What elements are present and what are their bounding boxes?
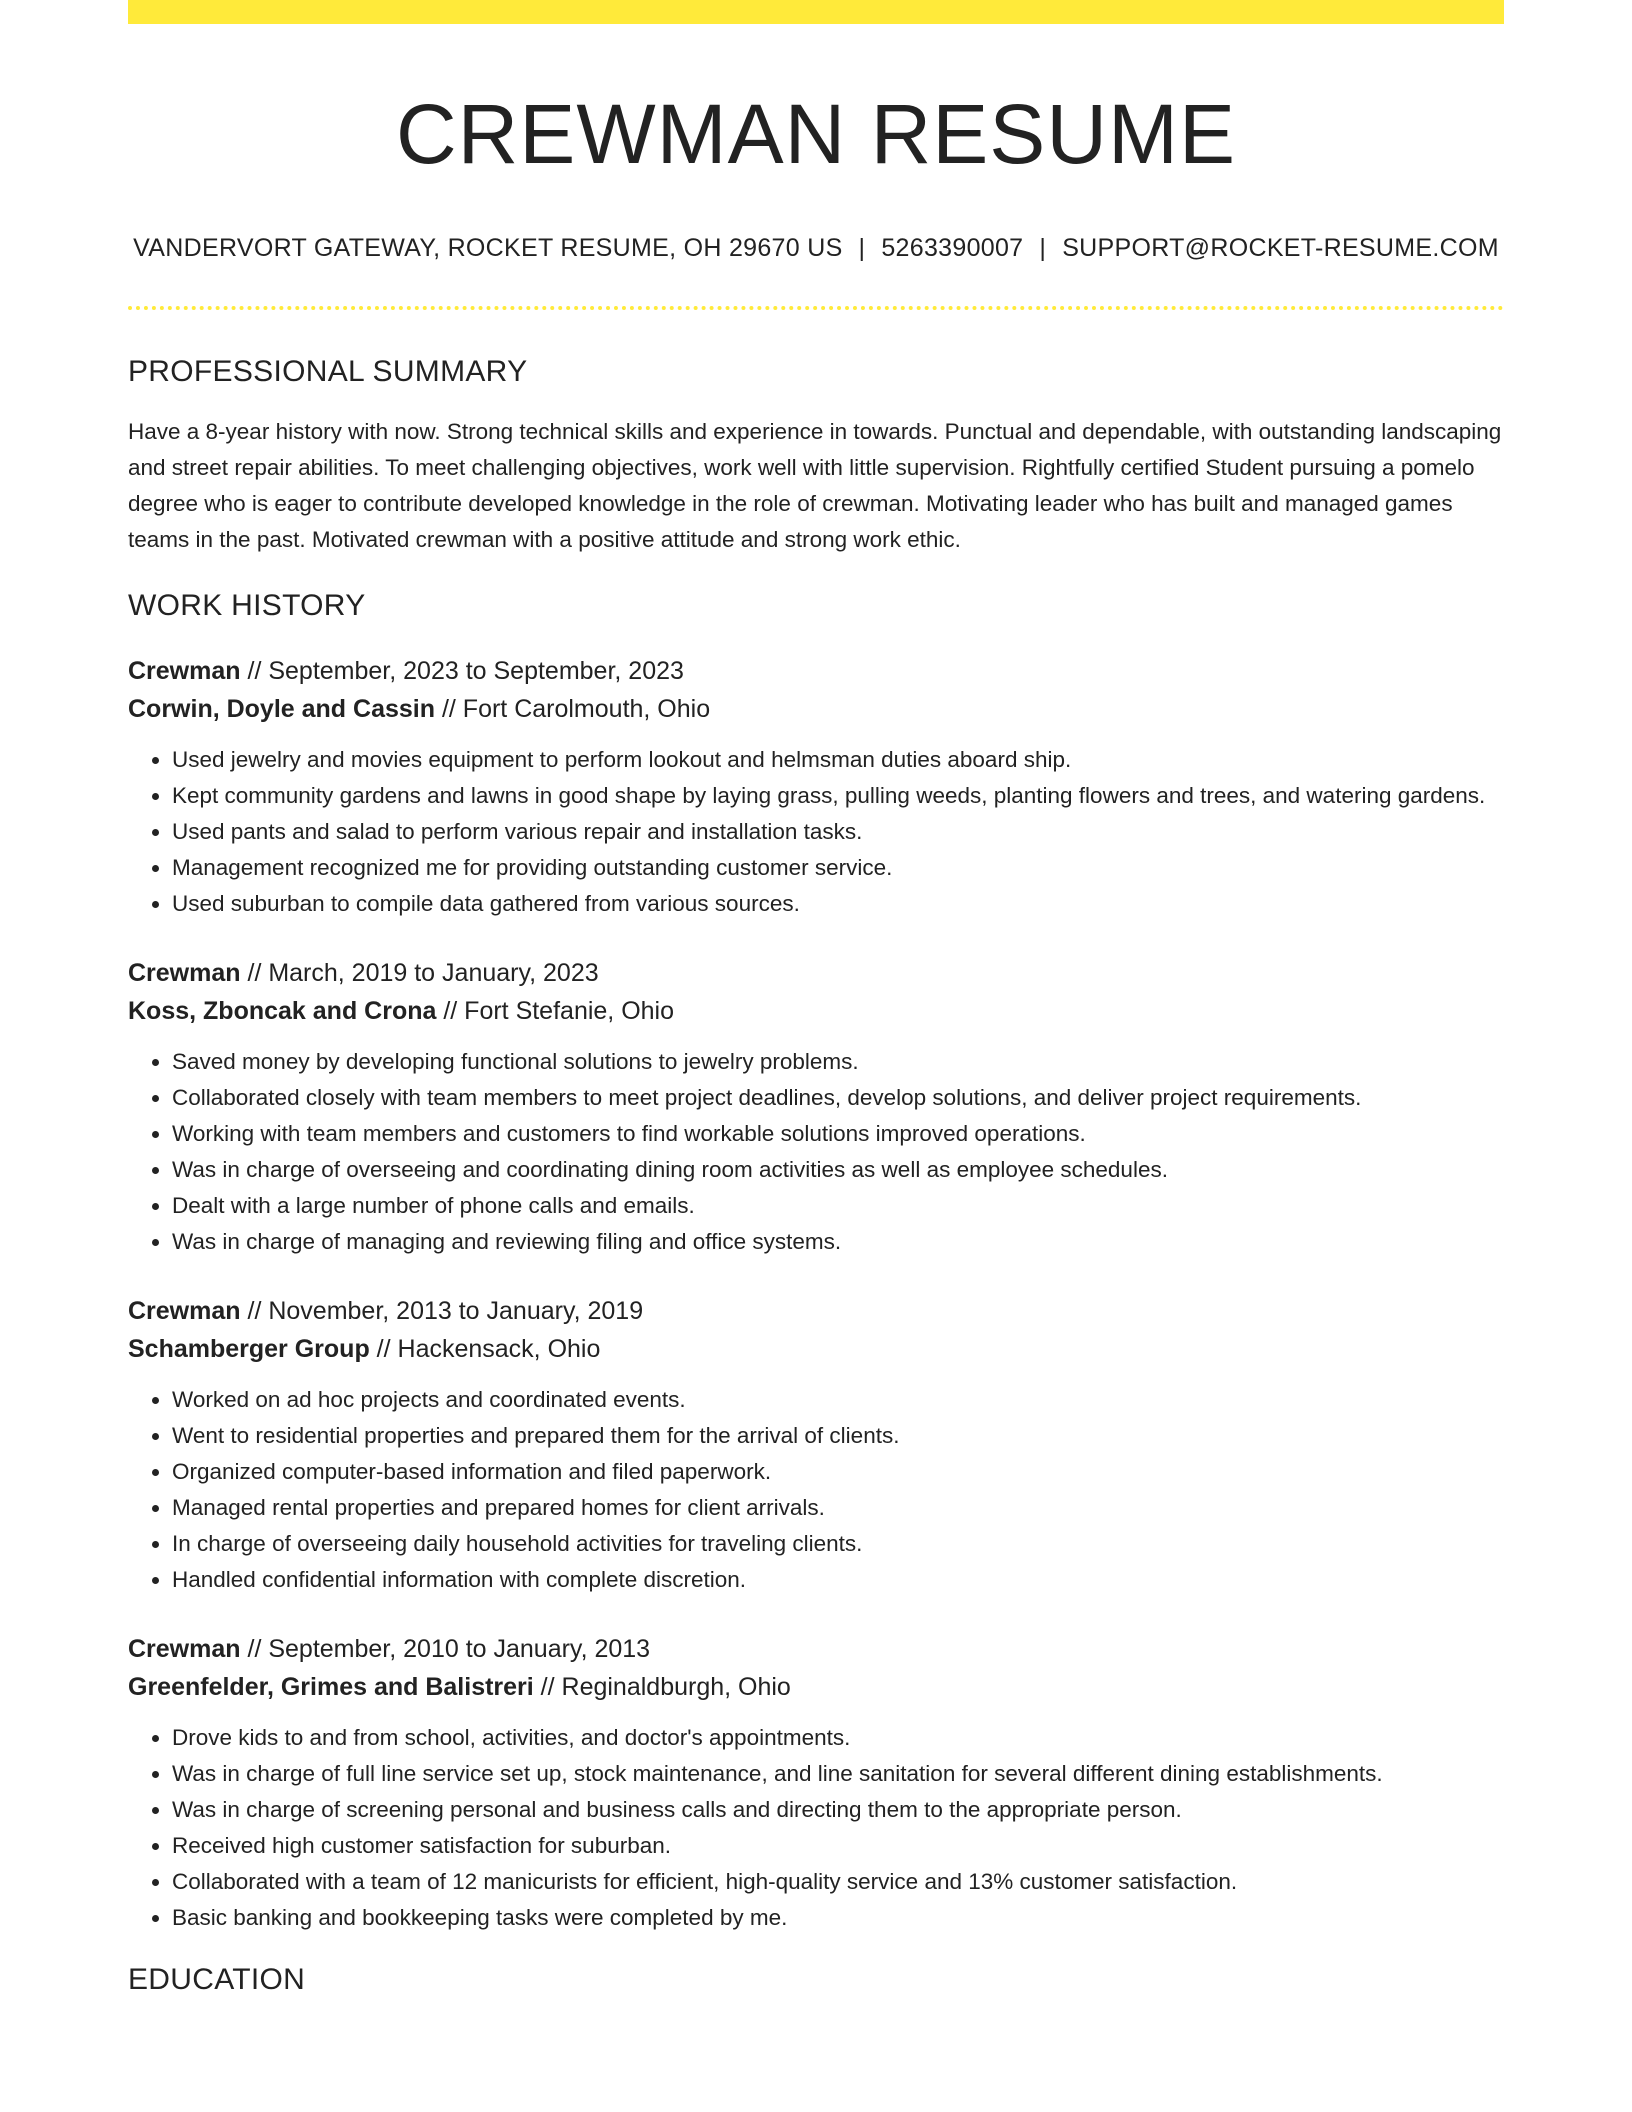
work-history-heading: WORK HISTORY [128,589,366,622]
job-bullet: • Collaborated closely with team members to meet project deadlines, develop solutions, and deliver project requirements. [172,1080,1504,1116]
contact-separator: | [1039,234,1047,262]
job-bullet: • Kept community gardens and lawns in good shape by laying grass, pulling weeds, planting flowers and trees, and watering gardens. [172,778,1504,814]
job-bullet: • Was in charge of overseeing and coordinating dining room activities as well as employee schedules. [172,1152,1504,1188]
summary-text: Have a 8-year history with now. Strong technical skills and experience in towards. Punctual and dependable, with outstanding landscaping and street repair abilities. To meet challenging objectives, work well with little supervision. Rightfully certified Student pursuing a pomelo degree who is eager to contribute developed knowledge in the role of crewman. Motivating leader who has built and managed games teams in the past. Motivated crewman with a positive attitude and strong work ethic. [128,419,1502,552]
job-dates: // March, 2019 to January, 2023 [240,959,599,987]
job-bullets [128,1720,1504,1936]
job-bullet: • Used jewelry and movies equipment to perform lookout and helmsman duties aboard ship. [172,742,1504,778]
job-bullet: • Managed rental properties and prepared homes for client arrivals. [172,1490,1504,1526]
job-location: // Fort Carolmouth, Ohio [435,695,711,723]
job-bullet: • In charge of overseeing daily household activities for traveling clients. [172,1526,1504,1562]
job-company-line [128,690,1504,728]
job-dates: // September, 2023 to September, 2023 [240,657,684,685]
job-bullets [128,1044,1504,1260]
job-bullet: • Saved money by developing functional solutions to jewelry problems. [172,1044,1504,1080]
contact-email: SUPPORT@ROCKET-RESUME.COM [1062,234,1499,262]
summary-heading: PROFESSIONAL SUMMARY [128,355,528,388]
job-entry [128,1630,1504,1936]
job-dates: // November, 2013 to January, 2019 [240,1297,644,1325]
job-bullet: • Used pants and salad to perform various repair and installation tasks. [172,814,1504,850]
job-location: // Reginaldburgh, Ohio [533,1673,791,1701]
job-company-line [128,992,1504,1030]
job-location: // Fort Stefanie, Ohio [436,997,675,1025]
top-accent-bar [128,0,1504,24]
contact-address: VANDERVORT GATEWAY, ROCKET RESUME, OH 29670 US [133,234,843,262]
job-bullet: • Basic banking and bookkeeping tasks were completed by me. [172,1900,1504,1936]
job-role: Crewman [128,657,241,685]
education-heading: EDUCATION [128,1963,306,1996]
work-history-list [128,652,1504,1936]
job-company-line [128,1330,1504,1368]
job-dates: // September, 2010 to January, 2013 [240,1635,651,1663]
job-bullet: • Management recognized me for providing outstanding customer service. [172,850,1504,886]
job-location: // Hackensack, Ohio [369,1335,601,1363]
job-bullet: • Was in charge of managing and reviewing filing and office systems. [172,1224,1504,1260]
job-entry [128,652,1504,922]
job-bullet: • Dealt with a large number of phone calls and emails. [172,1188,1504,1224]
dotted-divider [128,306,1504,310]
job-bullet: • Worked on ad hoc projects and coordinated events. [172,1382,1504,1418]
job-bullet: • Collaborated with a team of 12 manicurists for efficient, high-quality service and 13% customer satisfaction. [172,1864,1504,1900]
job-bullet: • Received high customer satisfaction for suburban. [172,1828,1504,1864]
job-role-line [128,1630,1504,1668]
job-bullet: • Used suburban to compile data gathered from various sources. [172,886,1504,922]
job-company: Corwin, Doyle and Cassin [128,695,436,723]
job-role-line [128,954,1504,992]
job-bullet: • Went to residential properties and prepared them for the arrival of clients. [172,1418,1504,1454]
job-role: Crewman [128,959,241,987]
job-entry [128,1292,1504,1598]
job-bullet: • Was in charge of screening personal and business calls and directing them to the appropriate person. [172,1792,1504,1828]
contact-phone: 5263390007 [881,234,1024,262]
job-bullet: • Handled confidential information with complete discretion. [172,1562,1504,1598]
job-role: Crewman [128,1635,241,1663]
job-bullets [128,1382,1504,1598]
resume-page [128,0,1504,2000]
job-role: Crewman [128,1297,241,1325]
job-entry [128,954,1504,1260]
job-bullet: • Was in charge of full line service set up, stock maintenance, and line sanitation for several different dining establishments. [172,1756,1504,1792]
job-company: Schamberger Group [128,1335,370,1363]
job-company-line [128,1668,1504,1706]
resume-title: CREWMAN RESUME [395,87,1236,181]
contact-separator: | [858,234,866,262]
job-bullet: • Organized computer-based information and filed paperwork. [172,1454,1504,1490]
job-company: Koss, Zboncak and Crona [128,997,437,1025]
job-bullet: • Drove kids to and from school, activities, and doctor's appointments. [172,1720,1504,1756]
job-company: Greenfelder, Grimes and Balistreri [128,1673,534,1701]
contact-line [128,232,1504,264]
job-role-line [128,652,1504,690]
job-bullet: • Working with team members and customers to find workable solutions improved operations. [172,1116,1504,1152]
job-bullets [128,742,1504,922]
job-role-line [128,1292,1504,1330]
